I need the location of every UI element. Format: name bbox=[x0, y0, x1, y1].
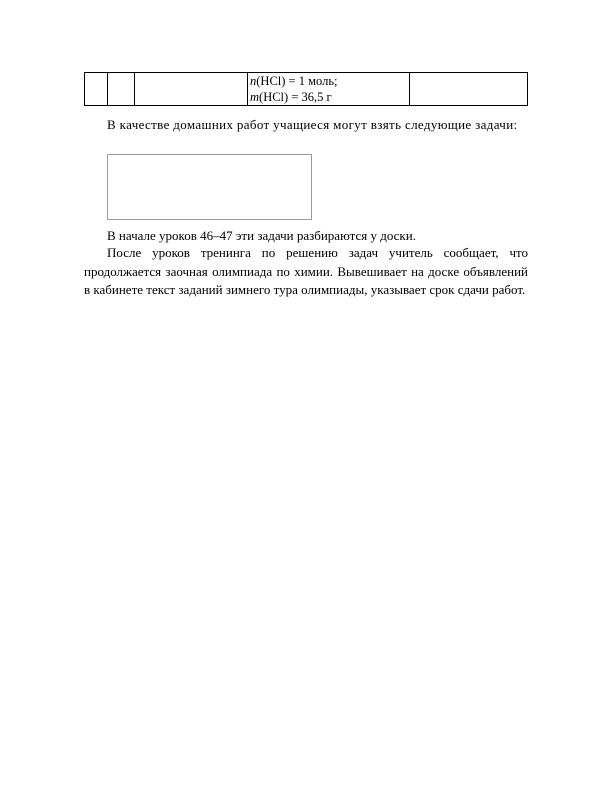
solution-table-fragment bbox=[84, 72, 528, 106]
tasks-placeholder-box bbox=[107, 154, 312, 220]
table-cell-empty bbox=[108, 73, 135, 106]
variable-n: n bbox=[250, 74, 257, 88]
formula-amount bbox=[248, 73, 409, 89]
lessons-note-paragraph: В начале уроков 46–47 эти задачи разбираются у доски. bbox=[107, 228, 416, 243]
formula-mass-text: (HCl) = 36,5 г bbox=[259, 90, 332, 104]
table-row bbox=[85, 73, 528, 106]
variable-m: m bbox=[250, 90, 260, 104]
homework-intro-paragraph: В качестве домашних работ учащиеся могут взять следующие задачи: bbox=[107, 117, 518, 132]
table-cell-empty bbox=[410, 73, 528, 106]
table-cell-formulas bbox=[248, 73, 410, 106]
formula-mass bbox=[248, 89, 409, 105]
olympiad-note-paragraph: После уроков тренинга по решению задач учитель сообщает, что продолжается заочная олимпиада по химии. Вывешивает на доске объявлений в кабинете текст заданий зимнего тура олимпиады, указывает срок сдачи работ. bbox=[84, 245, 528, 297]
formula-amount-text: (HCl) = 1 моль; bbox=[256, 74, 338, 88]
table-cell-empty bbox=[135, 73, 248, 106]
table-cell-empty bbox=[85, 73, 108, 106]
